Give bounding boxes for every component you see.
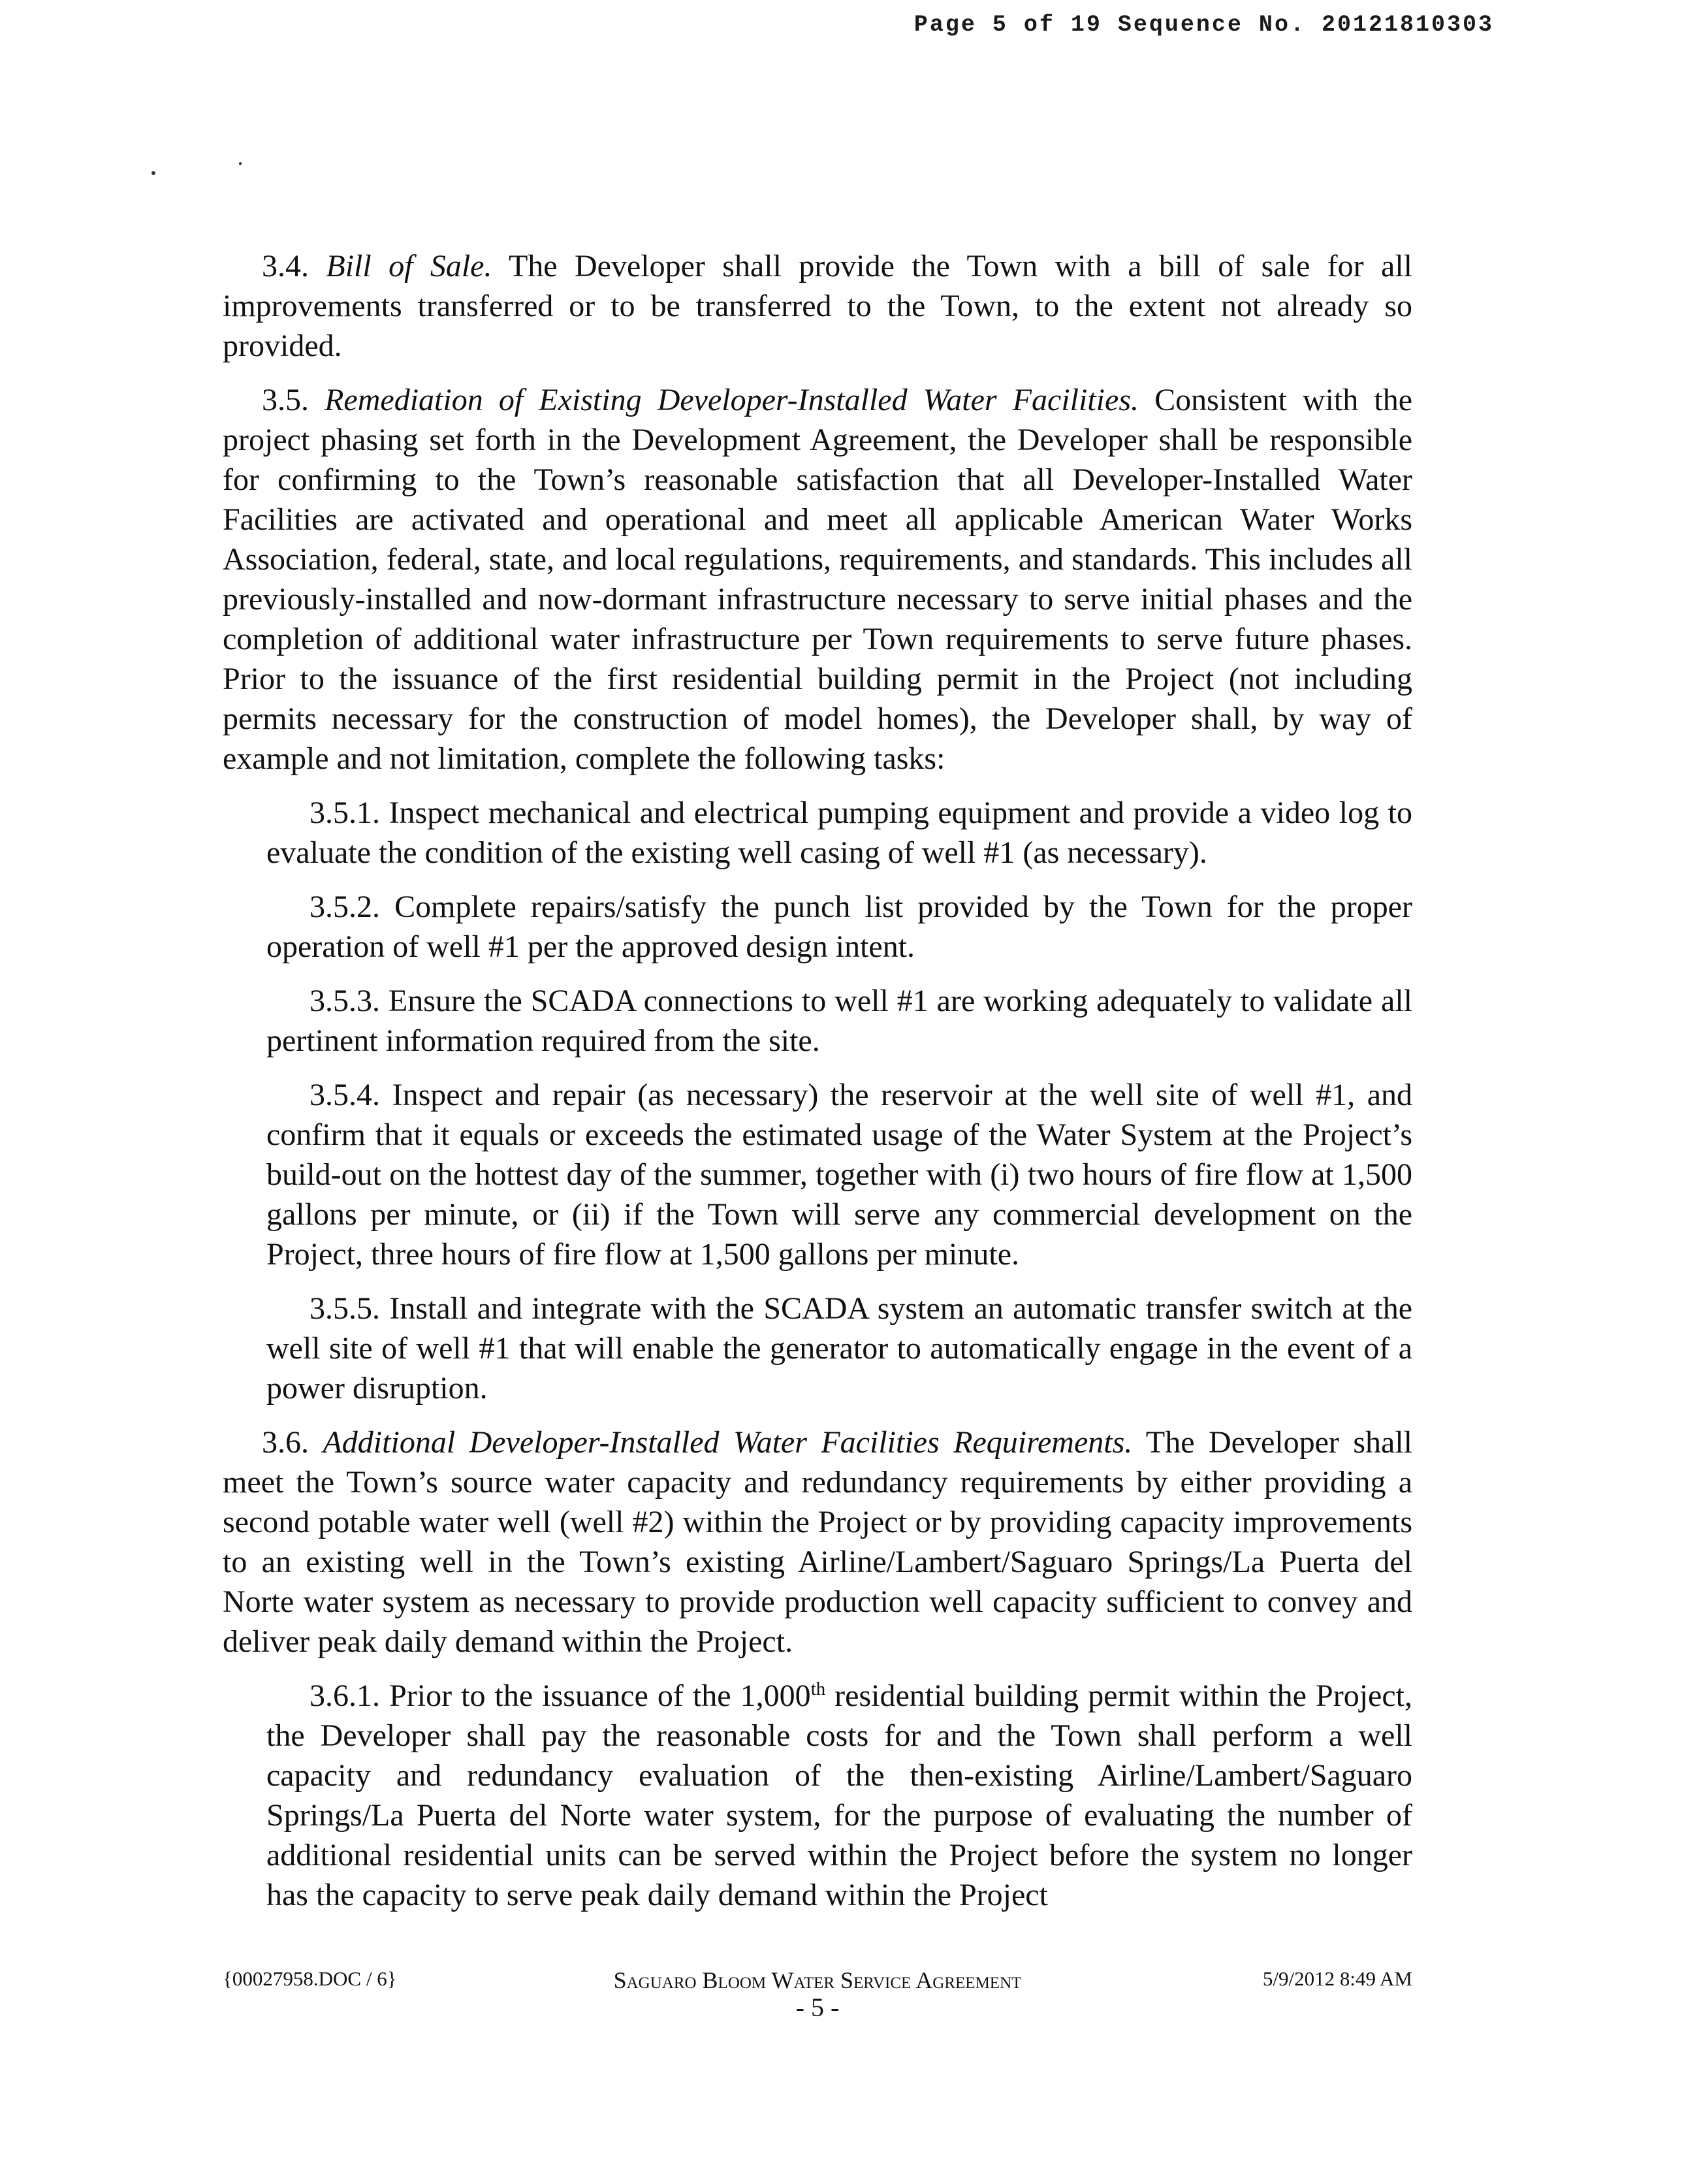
section-title: Additional Developer-Installed Water Facilities Requirements.	[323, 1425, 1133, 1460]
section-3-5-2: 3.5.2. Complete repairs/satisfy the punch list provided by the Town for the proper operation of well #1 per the approved design intent.	[266, 890, 1412, 964]
page-number: - 5 -	[795, 1993, 840, 2022]
section-title: Remediation of Existing Developer-Installed Water Facilities.	[325, 383, 1139, 417]
section-3-5-1: 3.5.1. Inspect mechanical and electrical pumping equipment and provide a video log to evaluate the condition of the existing well casing of well #1 (as necessary).	[266, 795, 1412, 870]
section-text: The Developer shall meet the Town’s source water capacity and redundancy requirements by either providing a second potable water well (well #2) within the Project or by providing capacity improvements to an existing well in the Town’s existing Airline/Lambert/Saguaro Springs/La Puerta del Norte water system as necessary to provide production well capacity sufficient to convey and deliver peak daily demand within the Project.	[223, 1425, 1413, 1659]
document-body	[223, 246, 1412, 1915]
footer-doc-id: {00027958.DOC / 6}	[223, 1967, 397, 1990]
section-3-5	[223, 380, 1412, 779]
scan-speck	[151, 171, 155, 175]
section-3-4	[223, 246, 1412, 366]
section-text: The Developer shall provide the Town with a bill of sale for all improvements transferred or to be transferred to the Town, to the extent not already so provided.	[223, 249, 1413, 363]
footer-timestamp: 5/9/2012 8:49 AM	[1262, 1967, 1412, 1990]
section-3-5-5: 3.5.5. Install and integrate with the SCADA system an automatic transfer switch at the well site of well #1 that will enable the generator to automatically engage in the event of a power disruption.	[266, 1291, 1412, 1405]
section-text-before: 3.6.1. Prior to the issuance of the 1,000	[309, 1678, 811, 1713]
scan-speck	[239, 162, 242, 165]
section-number: 3.4.	[262, 249, 326, 283]
ordinal-superscript: th	[810, 1678, 826, 1699]
section-text-after: residential building permit within the Project, the Developer shall pay the reasonable costs for and the Town shall perform a well capacity and redundancy evaluation of the then-existing Airline/Lambert/Saguaro Springs/La Puerta del Norte water system, for the purpose of evaluating the number of additional residential units can be served within the Project before the system no longer has the capacity to serve peak daily demand within the Project	[266, 1678, 1412, 1912]
section-text: Consistent with the project phasing set forth in the Development Agreement, the Developer shall be responsible for confirming to the Town’s reasonable satisfaction that all Developer-Installed Water Facilities are activated and operational and meet all applicable American Water Works Association, federal, state, and local regulations, requirements, and standards. This includes all previously-installed and now-dormant infrastructure necessary to serve initial phases and the completion of additional water infrastructure per Town requirements to serve future phases. Prior to the issuance of the first residential building permit in the Project (not including permits necessary for the construction of model homes), the Developer shall, by way of example and not limitation, complete the following tasks:	[223, 383, 1412, 776]
section-3-5-4: 3.5.4. Inspect and repair (as necessary) the reservoir at the well site of well #1, and confirm that it equals or exceeds the estimated usage of the Water System at the Project’s build-out on the hottest day of the summer, together with (i) two hours of fire flow at 1,500 gallons per minute, or (ii) if the Town will serve any commercial development on the Project, three hours of fire flow at 1,500 gallons per minute.	[266, 1078, 1412, 1272]
section-3-5-3: 3.5.3. Ensure the SCADA connections to well #1 are working adequately to validate all pertinent information required from the site.	[266, 984, 1412, 1058]
sequence-stamp: Page 5 of 19 Sequence No. 20121810303	[913, 12, 1494, 38]
page-footer	[223, 1967, 1412, 2022]
section-3-6	[223, 1422, 1412, 1662]
section-title: Bill of Sale.	[326, 249, 492, 283]
section-number: 3.5.	[262, 383, 325, 417]
footer-title: Saguaro Bloom Water Service Agreement	[613, 1967, 1022, 1993]
section-number: 3.6.	[262, 1425, 323, 1460]
section-3-6-1	[266, 1676, 1412, 1915]
